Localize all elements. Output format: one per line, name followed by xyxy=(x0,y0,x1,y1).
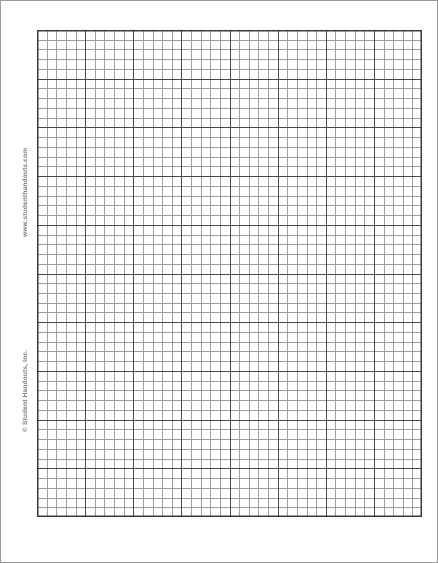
graph-grid xyxy=(37,30,422,517)
website-label: www.studenthandouts.com xyxy=(22,147,29,237)
copyright-label: © Student Handouts, Inc. xyxy=(22,349,29,432)
